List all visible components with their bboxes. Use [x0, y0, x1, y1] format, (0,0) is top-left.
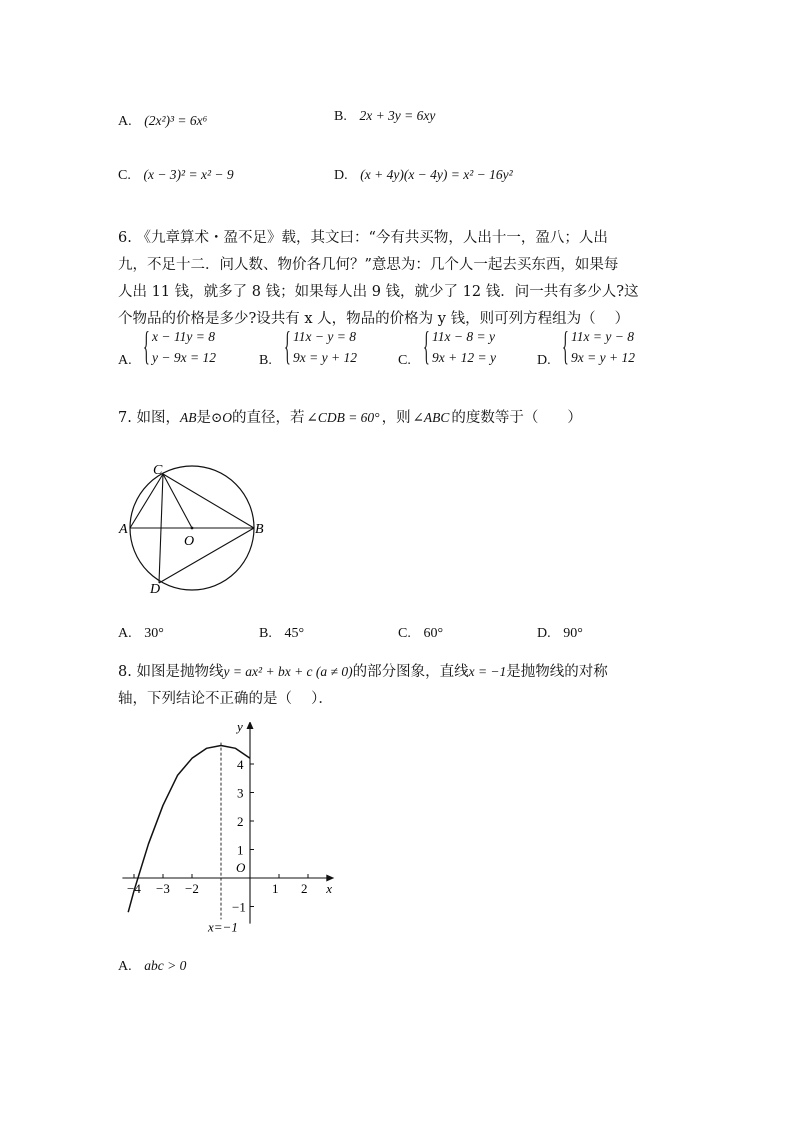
q8-axis-equation: x = −1 [468, 664, 507, 679]
x-tick-label: −2 [185, 881, 199, 896]
q7-is: 是 [196, 410, 211, 426]
origin-label: O [236, 860, 246, 875]
option-label: A. [118, 959, 132, 974]
point-label-o: O [184, 534, 195, 549]
center-point [191, 527, 194, 530]
q5-option-a [118, 111, 207, 132]
q6-option-b-system [284, 323, 357, 368]
q8-end: 是抛物线的对称 [506, 664, 608, 680]
y-tick-label: 4 [237, 757, 244, 772]
q8-prefix: 8. 如图是抛物线 [118, 664, 224, 680]
q6-option-c-label: C. [398, 353, 411, 368]
q7-circle-o: ⊙O [210, 410, 233, 425]
point-label-d: D [150, 582, 161, 597]
y-axis-arrow-icon [247, 722, 254, 729]
x-tick-label: −4 [127, 881, 141, 896]
option-label: C. [118, 168, 131, 183]
q6-line: 个物品的价格是多少?设共有 x 人，物品的价格为 y 钱，则可列方程组为（ ） [118, 311, 630, 327]
q6-option-d-system [562, 323, 635, 368]
q8-function: y = ax² + bx + c (a ≠ 0) [223, 664, 353, 679]
option-expression: (2x²)³ = 6x⁶ [144, 113, 208, 128]
q6-option-c-system [423, 323, 496, 368]
option-expression: 2x + 3y = 6xy [359, 108, 436, 123]
q7-circle-figure [110, 455, 280, 605]
equation-1: 11x = y − 8 [571, 329, 634, 344]
q7-option-b [259, 623, 304, 644]
y-axis-label: y [237, 722, 243, 734]
y-tick-label: 1 [237, 842, 244, 858]
q8-stem-line2: 轴，下列结论不正确的是（ ）． [118, 691, 333, 707]
q6-line: 九，不足十二．问人数、物价各几何？”意思为：几个人一起去买东西，如果每 [118, 257, 619, 273]
brace-icon: { [284, 323, 291, 368]
option-value: 30° [144, 626, 164, 641]
q6-option-a-system [143, 323, 216, 368]
q8-option-a [118, 956, 186, 977]
chord-cb [163, 474, 254, 528]
equation-1: 11x − y = 8 [293, 329, 356, 344]
option-expression: (x + 4y)(x − 4y) = x² − 16y² [360, 167, 513, 182]
q6-option-d-label: D. [537, 353, 551, 368]
point-label-c: C [153, 463, 163, 478]
q6-option-a-label: A. [118, 353, 132, 368]
point-label-a: A [119, 522, 128, 537]
x-axis-label: x [326, 881, 333, 896]
q7-text-mid: 的直径，若 [232, 410, 305, 426]
q8-mid: 的部分图象，直线 [352, 664, 469, 680]
option-label: A. [118, 114, 132, 129]
y-tick-label: −1 [232, 899, 246, 915]
q7-text-end: 的度数等于（ ） [451, 410, 582, 426]
q7-stem [118, 408, 582, 428]
q7-text-then: ，则 [381, 410, 411, 426]
x-tick-label: −3 [156, 881, 170, 896]
q7-option-c [398, 623, 443, 644]
equation-2: 9x + 12 = y [432, 350, 496, 365]
x-tick-label: 2 [301, 881, 308, 896]
q8-parabola-graph [110, 722, 340, 937]
q7-option-d [537, 623, 583, 644]
equation-2: y − 9x = 12 [152, 350, 216, 365]
q6-stem [118, 225, 678, 333]
option-label: C. [398, 626, 411, 641]
q6-line: 人出 11 钱，就多了 8 钱；如果每人出 9 钱，就少了 12 钱．问一共有多少人?这 [118, 284, 639, 300]
option-expression: (x − 3)² = x² − 9 [143, 167, 234, 182]
q8-stem-line1 [118, 662, 608, 682]
option-value: 90° [563, 626, 583, 641]
chord-ca [130, 474, 163, 528]
equation-1: 11x − 8 = y [432, 329, 495, 344]
y-tick-label: 3 [237, 785, 244, 801]
q7-angle-abc: ∠ABC [412, 410, 450, 425]
q7-segment-ab: AB [179, 410, 197, 425]
equation-1: x − 11y = 8 [152, 329, 215, 344]
option-label: D. [334, 168, 348, 183]
option-label: A. [118, 626, 132, 641]
symmetry-axis-label: x=−1 [208, 919, 238, 935]
equation-2: 9x = y + 12 [293, 350, 357, 365]
option-label: B. [259, 626, 272, 641]
q5-option-c [118, 165, 234, 186]
q6-option-b-label: B. [259, 353, 272, 368]
option-value: 60° [423, 626, 444, 641]
q5-option-d [334, 165, 513, 186]
option-value: 45° [284, 626, 305, 641]
chord-db [159, 528, 254, 583]
point-label-b: B [255, 522, 264, 537]
q7-angle-cdb: ∠CDB = 60° [306, 410, 380, 425]
brace-icon: { [562, 323, 569, 368]
q6-line: 6. 《九章算术・盈不足》载，其文曰：“今有共买物，人出十一，盈八；人出 [118, 230, 608, 246]
option-label: B. [334, 109, 347, 124]
q7-option-a [118, 623, 164, 644]
equation-2: 9x = y + 12 [571, 350, 635, 365]
q7-prefix: 7. 如图， [118, 410, 180, 426]
option-expression: abc > 0 [144, 958, 187, 973]
brace-icon: { [423, 323, 430, 368]
brace-icon: { [143, 323, 150, 368]
x-tick-label: 1 [272, 881, 279, 896]
option-label: D. [537, 626, 551, 641]
y-tick-label: 2 [237, 814, 244, 829]
q5-option-b [334, 106, 435, 127]
